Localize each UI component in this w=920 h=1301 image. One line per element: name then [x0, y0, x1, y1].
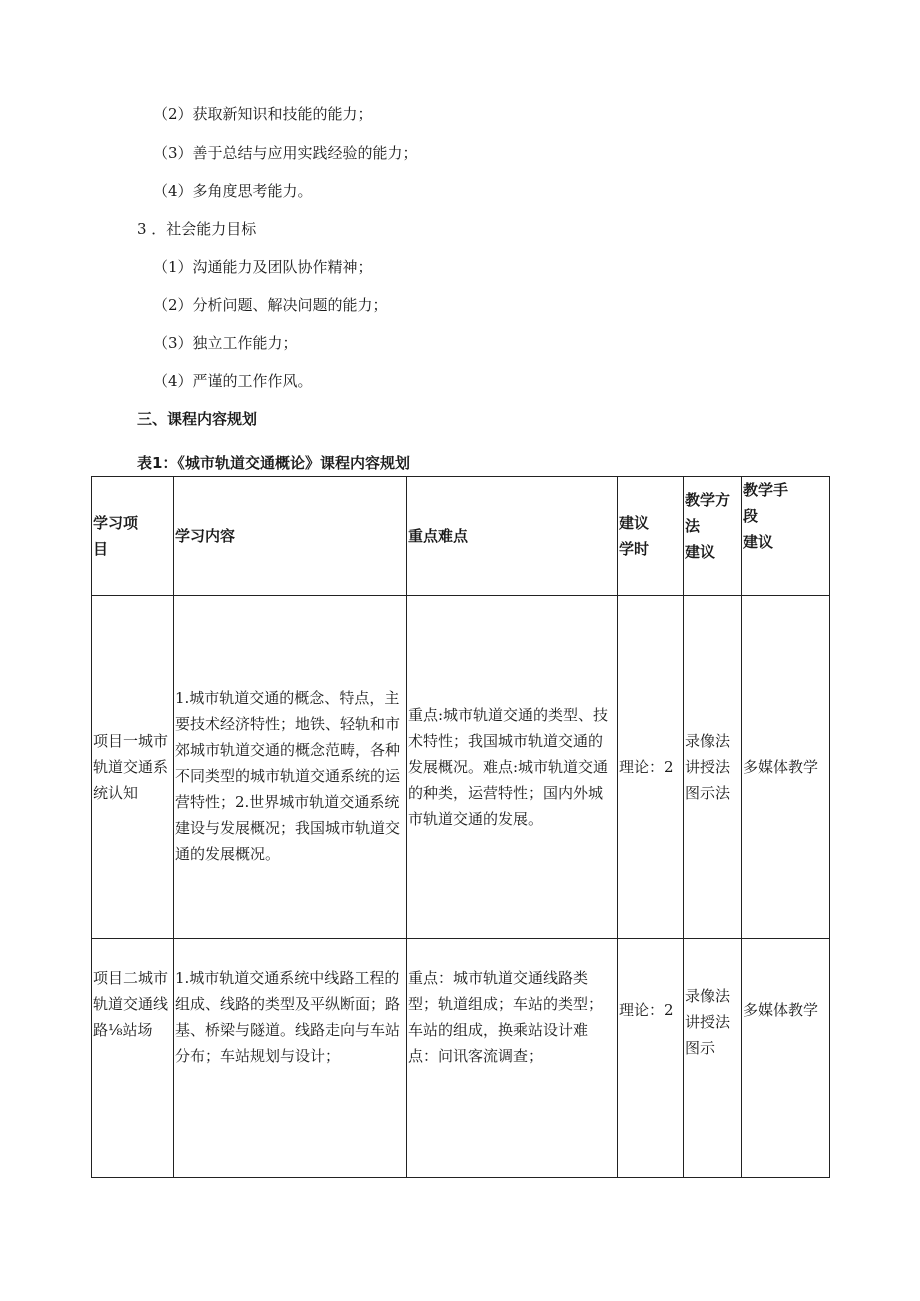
- table-caption: 表1：《城市轨道交通概论》课程内容规划: [137, 454, 410, 472]
- subsection-heading: 3 ．社会能力目标: [137, 220, 257, 238]
- cell-means: 多媒体教学: [742, 939, 830, 1178]
- paragraph-line: （3）善于总结与应用实践经验的能力；: [153, 144, 418, 162]
- paragraph-line: （3）独立工作能力；: [153, 334, 298, 352]
- course-plan-table: [91, 476, 830, 1178]
- table-row: [92, 939, 830, 1178]
- paragraph-line: （1）沟通能力及团队协作精神；: [153, 258, 373, 276]
- header-content: 学习内容: [174, 477, 407, 596]
- paragraph-line: （2）分析问题、解决问题的能力；: [153, 296, 388, 314]
- cell-hours: 理论：2: [618, 939, 684, 1178]
- section-heading: 三、课程内容规划: [137, 410, 258, 428]
- cell-key-points: 重点:城市轨道交通的类型、技术特性；我国城市轨道交通的发展概况。难点:城市轨道交通的种类，运营特性；国内外城市轨道交通的发展。: [407, 596, 618, 939]
- header-hours: 建议 学时: [618, 477, 684, 596]
- cell-hours: 理论：2: [618, 596, 684, 939]
- paragraph-line: （4）严谨的工作作风。: [153, 372, 313, 390]
- cell-methods: 录像法讲授法图示法: [684, 596, 742, 939]
- paragraph-line: （2）获取新知识和技能的能力；: [153, 105, 373, 123]
- cell-key-points: 重点：城市轨道交通线路类型；轨道组成；车站的类型；车站的组成，换乘站设计难点：问讯客流调查；: [407, 939, 618, 1178]
- table-row: [92, 596, 830, 939]
- cell-means: 多媒体教学: [742, 596, 830, 939]
- cell-project: 项目二城市轨道交通线路⅛站场: [92, 939, 174, 1178]
- cell-content: 1.城市轨道交通的概念、特点，主要技术经济特性；地铁、轻轨和市郊城市轨道交通的概念范畴，各种不同类型的城市轨道交通系统的运营特性；2.世界城市轨道交通系统建设与发展概况；我国城市轨道交通的发展概况。: [174, 596, 407, 939]
- cell-methods: 录像法讲授法图示: [684, 939, 742, 1178]
- cell-content: 1.城市轨道交通系统中线路工程的组成、线路的类型及平纵断面；路基、桥梁与隧道。线路走向与车站分布；车站规划与设计；: [174, 939, 407, 1178]
- paragraph-line: （4）多角度思考能力。: [153, 182, 313, 200]
- table-header-row: [92, 477, 830, 596]
- cell-project: 项目一城市轨道交通系统认知: [92, 596, 174, 939]
- header-key-points: 重点难点: [407, 477, 618, 596]
- header-methods: 教学方 法 建议: [684, 477, 742, 596]
- header-project: 学习项 目: [92, 477, 174, 596]
- header-means: 教学手 段 建议: [742, 477, 830, 596]
